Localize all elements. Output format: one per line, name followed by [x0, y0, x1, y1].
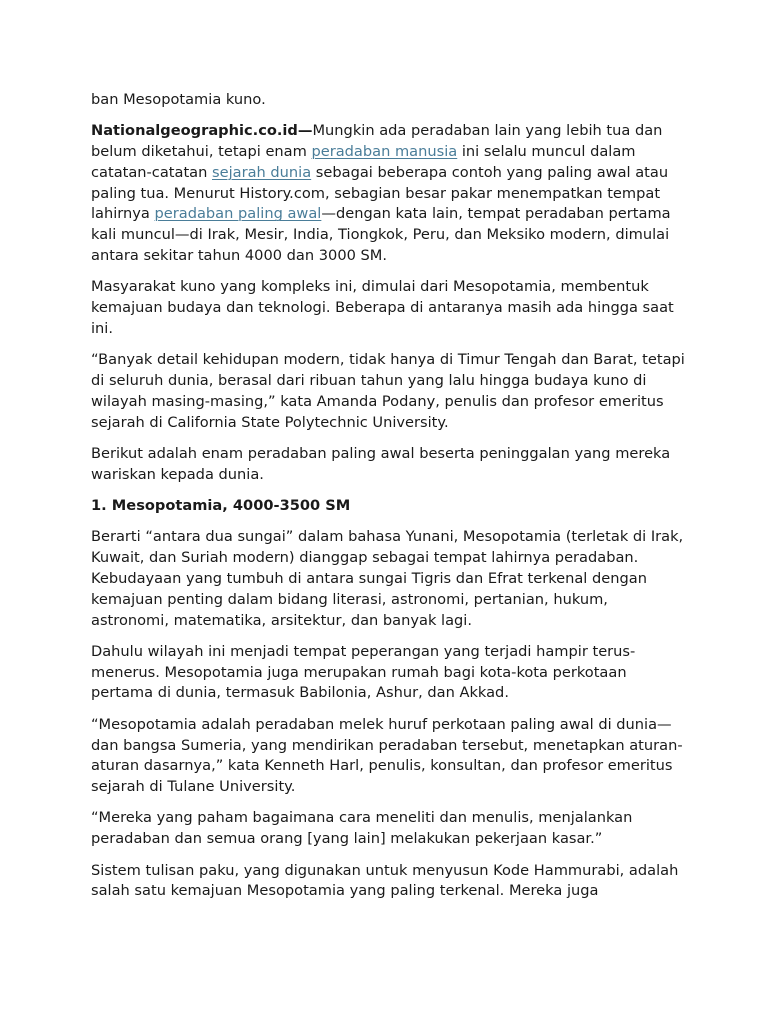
link-sejarah-dunia[interactable]: sejarah dunia — [212, 163, 312, 181]
paragraph-2: Masyarakat kuno yang kompleks ini, dimulai dari Mesopotamia, membentuk kemajuan budaya dan teknologi. Beberapa di antaranya masih ada hingga saat ini. — [91, 278, 674, 337]
source-credit: Nationalgeographic.co.id— — [91, 122, 313, 140]
intro-text-2: ini selalu muncul dalam catatan-catatan — [91, 143, 636, 181]
paragraph-6: Dahulu wilayah ini menjadi tempat peperangan yang terjadi hampir terus-menerus. Mesopotamia juga merupakan rumah bagi kota-kota perkotaan pertama di dunia, termasuk Babilonia, Ashur, dan Akkad. — [91, 642, 636, 702]
article-body — [91, 90, 687, 913]
intro-text-3: sebagai beberapa contoh yang paling awal atau paling tua. Menurut History.com, sebagian besar pakar menempatkan tempat lahirnya — [91, 163, 669, 223]
paragraph-5: Berarti “antara dua sungai” dalam bahasa Yunani, Mesopotamia (terletak di Irak, Kuwait, dan Suriah modern) dianggap sebagai tempat lahirnya peradaban. Kebudayaan yang tumbuh di antara sungai Tigris dan Efrat terkenal dengan kemajuan penting dalam bidang literasi, astronomi, pertanian, hukum, astronomi, matematika, arsitektur, dan banyak lagi. — [91, 528, 684, 629]
intro-text-4: —dengan kata lain, tempat peradaban pertama kali muncul—di Irak, Mesir, India, Tiongkok, Peru, dan Meksiko modern, dimulai antara sekitar tahun 4000 dan 3000 SM. — [91, 205, 671, 265]
paragraph-9: Sistem tulisan paku, yang digunakan untuk menyusun Kode Hammurabi, adalah salah satu kemajuan Mesopotamia yang paling terkenal. Mereka juga — [91, 861, 679, 900]
paragraph-quote-podany: “Banyak detail kehidupan modern, tidak hanya di Timur Tengah dan Barat, tetapi di seluruh dunia, berasal dari ribuan tahun yang lalu hingga budaya kuno di wilayah masing-masing,” kata Amanda Podany, penulis dan profesor emeritus sejarah di California State Polytechnic University. — [91, 351, 685, 431]
intro-text-1: Mungkin ada peradaban lain yang lebih tua dan belum diketahui, tetapi enam — [91, 122, 663, 161]
paragraph-quote-2: “Mereka yang paham bagaimana cara meneliti dan menulis, menjalankan peradaban dan semua orang [yang lain] melakukan pekerjaan kasar.” — [91, 809, 633, 848]
paragraph-intro — [91, 121, 687, 267]
link-peradaban-paling-awal[interactable]: peradaban paling awal — [154, 205, 322, 223]
paragraph-fragment: ban Mesopotamia kuno. — [91, 91, 266, 108]
paragraph-4: Berikut adalah enam peradaban paling awal beserta peninggalan yang mereka wariskan kepada dunia. — [91, 444, 671, 483]
paragraph-quote-harl: “Mesopotamia adalah peradaban melek huruf perkotaan paling awal di dunia—dan bangsa Sumeria, yang mendirikan peradaban tersebut, menetapkan aturan-aturan dasarnya,” kata Kenneth Harl, penulis, konsultan, dan profesor emeritus sejarah di Tulane University. — [91, 715, 683, 796]
link-peradaban-manusia[interactable]: peradaban manusia — [311, 143, 458, 161]
section-heading-mesopotamia: 1. Mesopotamia, 4000-3500 SM — [91, 497, 351, 515]
